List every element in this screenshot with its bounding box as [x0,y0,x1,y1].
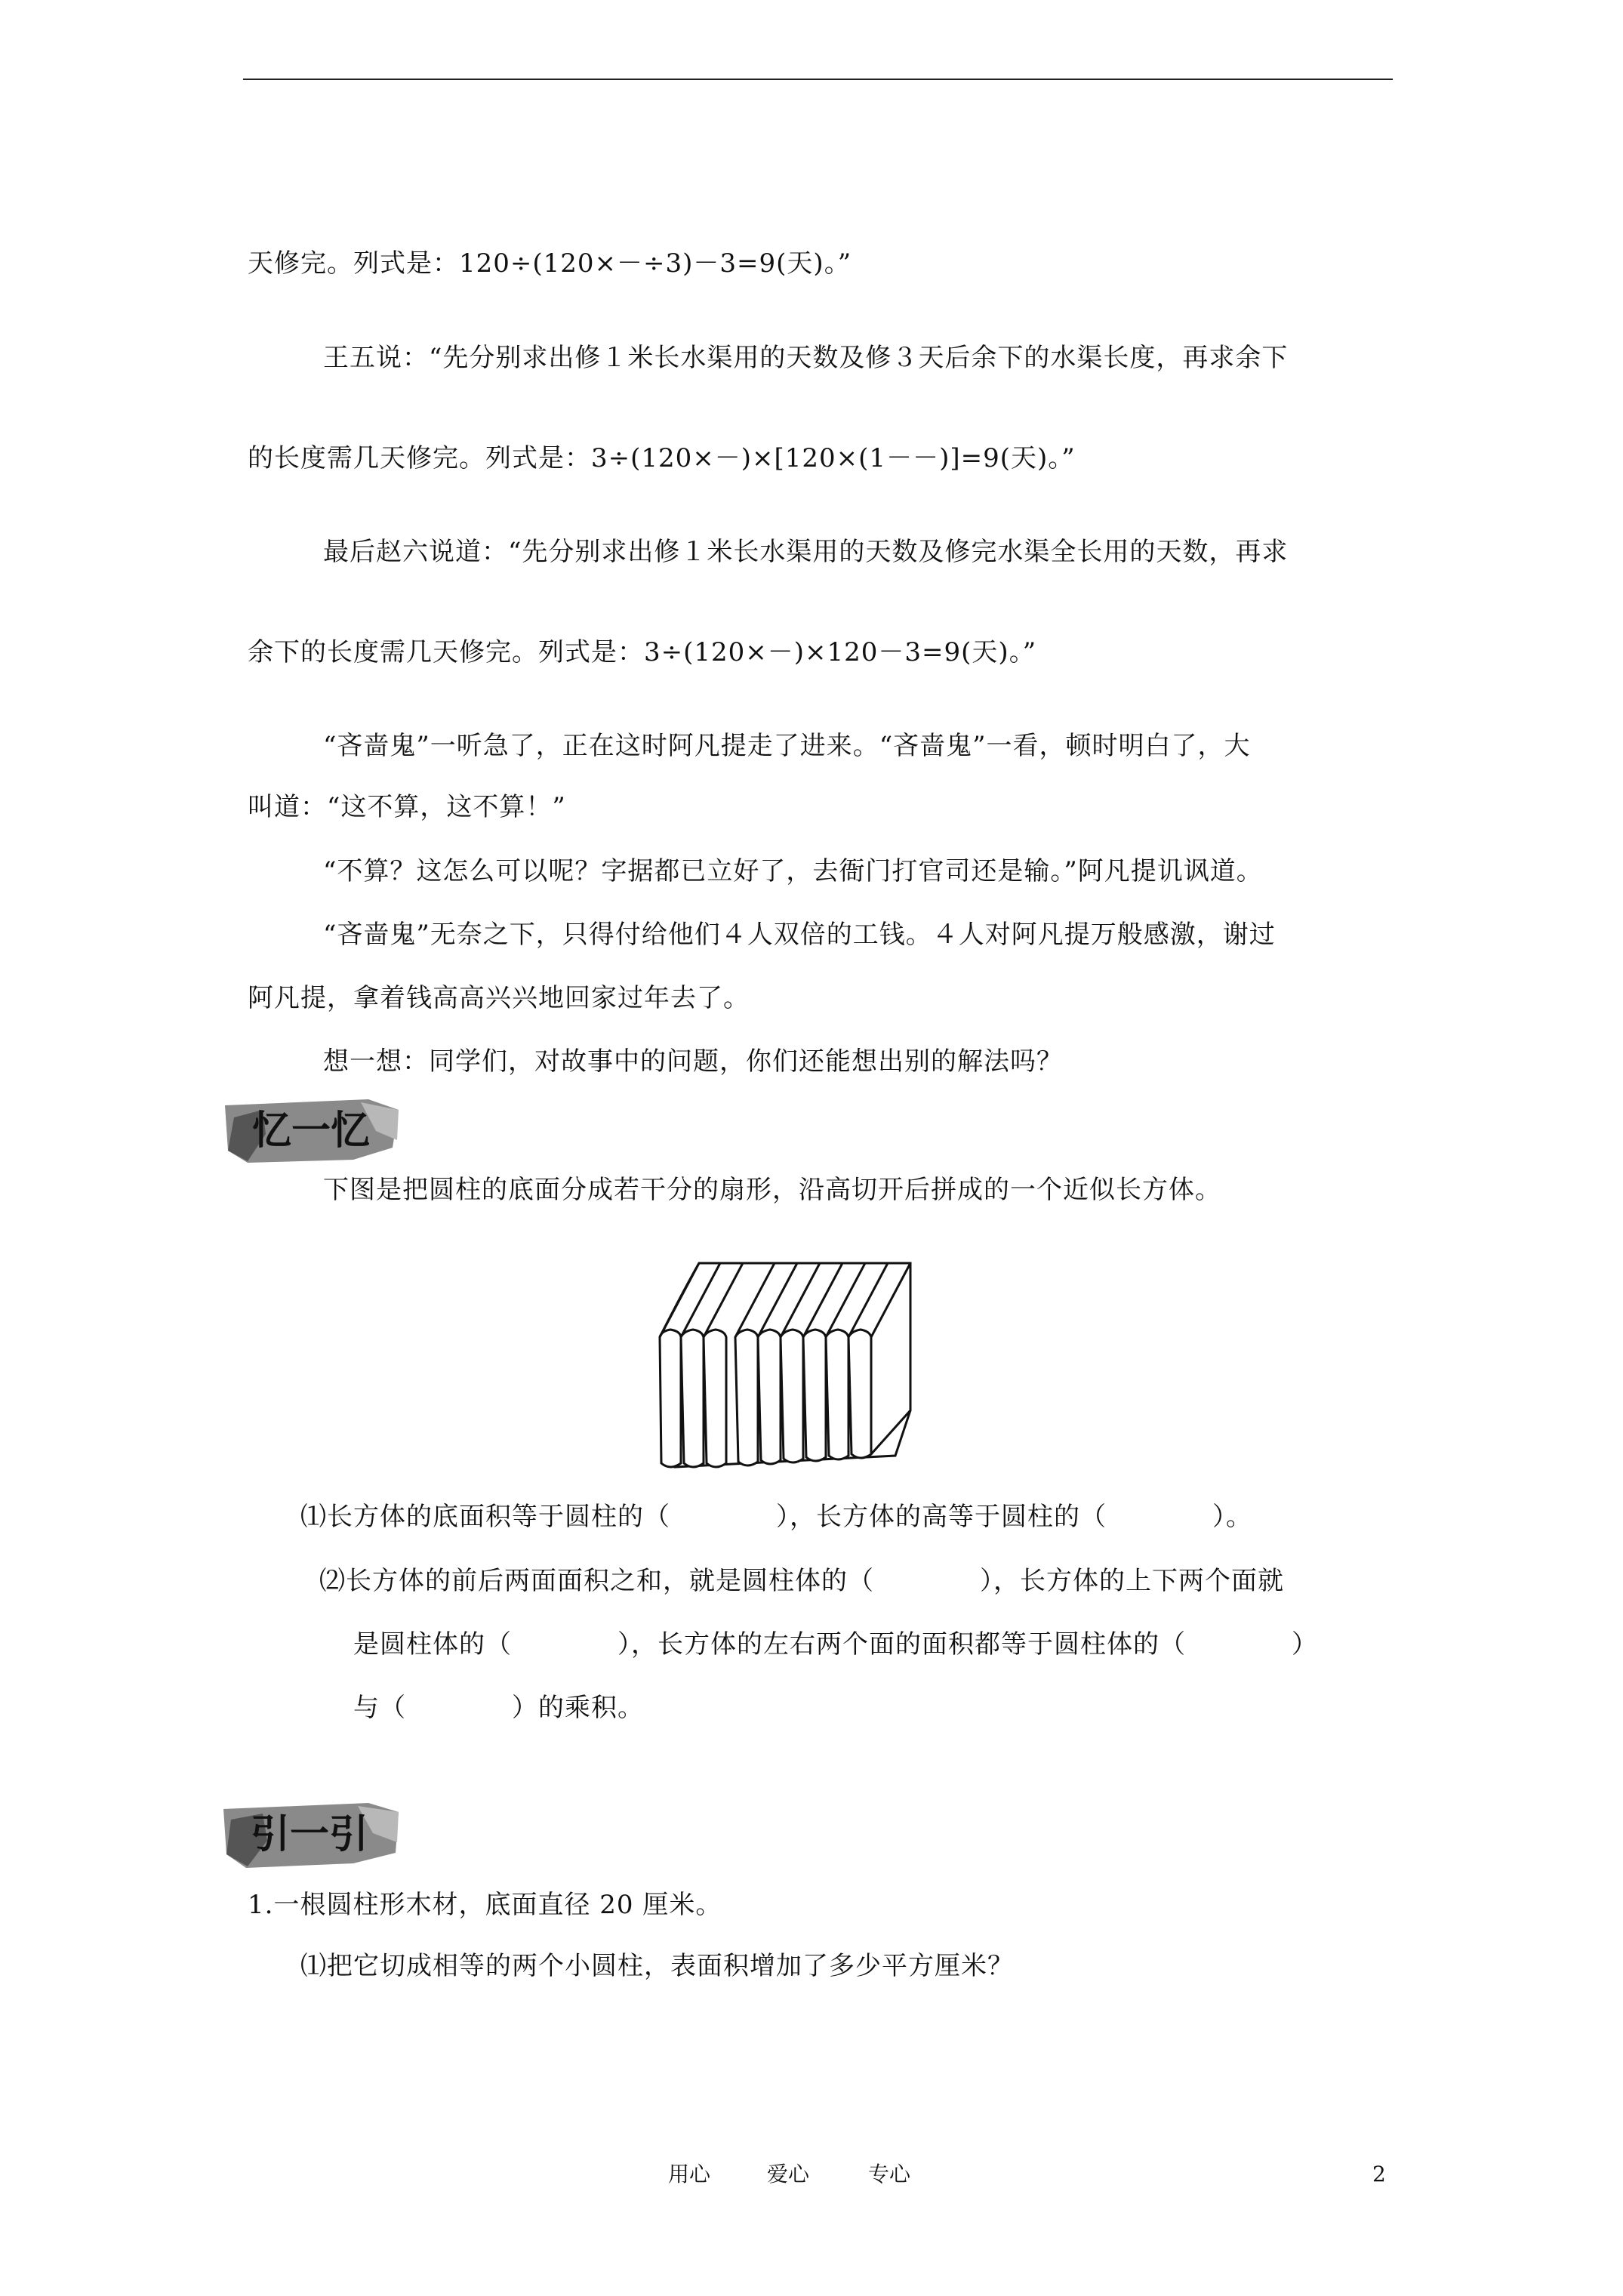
footer-slogan-3: 专心 [868,2162,911,2187]
section-badge-label: 忆一忆 [252,1108,371,1154]
story-line: “吝啬鬼”一听急了，正在这时阿凡提走了进来。“吝啬鬼”一看，顿时明白了，大 [323,731,1251,761]
exercise-1-part-1: ⑴把它切成相等的两个小圆柱，表面积增加了多少平方厘米？ [300,1951,1014,1981]
footer-slogan-1: 用心 [668,2162,711,2187]
story-line: 王五说：“先分别求出修１米长水渠用的天数及修３天后余下的水渠长度，再求余下 [323,343,1289,373]
section-badge-yinyiyin [217,1798,406,1871]
story-line: 天修完。列式是：120÷(120×－÷3)－3=9(天)。” [248,248,852,279]
question-2a: ⑵长方体的前后两面面积之和，就是圆柱体的（ ），长方体的上下两个面就 [319,1566,1284,1596]
story-line: “不算？这怎么可以呢？字据都已立好了，去衙门打官司还是输。”阿凡提讥讽道。 [323,856,1263,886]
story-line: 的长度需几天修完。列式是：3÷(120×－)×[120×(1－－)]=9(天)。” [248,443,1076,473]
story-line: 最后赵六说道：“先分别求出修１米长水渠用的天数及修完水渠全长用的天数，再求 [323,537,1289,567]
story-line: “吝啬鬼”无奈之下，只得付给他们４人双倍的工钱。４人对阿凡提万般感激，谢过 [323,920,1276,950]
story-line: 阿凡提，拿着钱高高兴兴地回家过年去了。 [248,983,750,1013]
question-2b: 是圆柱体的（ ），长方体的左右两个面的面积都等于圆柱体的（ ） [353,1629,1318,1660]
header-rule [243,79,1393,80]
story-line: 想一想：同学们，对故事中的问题，你们还能想出别的解法吗？ [323,1046,1063,1077]
rectangular-prism-figure [654,1259,918,1475]
exercise-1: 1.一根圆柱形木材，底面直径 20 厘米。 [248,1890,722,1920]
question-2c: 与（ ）的乘积。 [353,1693,644,1723]
section-badge-label: 引一引 [251,1812,369,1857]
section1-intro: 下图是把圆柱的底面分成若干分的扇形，沿高切开后拼成的一个近似长方体。 [323,1175,1221,1205]
page-number: 2 [1372,2162,1386,2187]
section-badge-yiyiyi [217,1095,406,1167]
question-1: ⑴长方体的底面积等于圆柱的（ ），长方体的高等于圆柱的（ ）。 [300,1502,1252,1532]
story-line: 叫道：“这不算，这不算！” [248,792,566,822]
story-line: 余下的长度需几天修完。列式是：3÷(120×－)×120－3=9(天)。” [248,637,1037,667]
footer-slogan-2: 爱心 [767,2162,810,2187]
